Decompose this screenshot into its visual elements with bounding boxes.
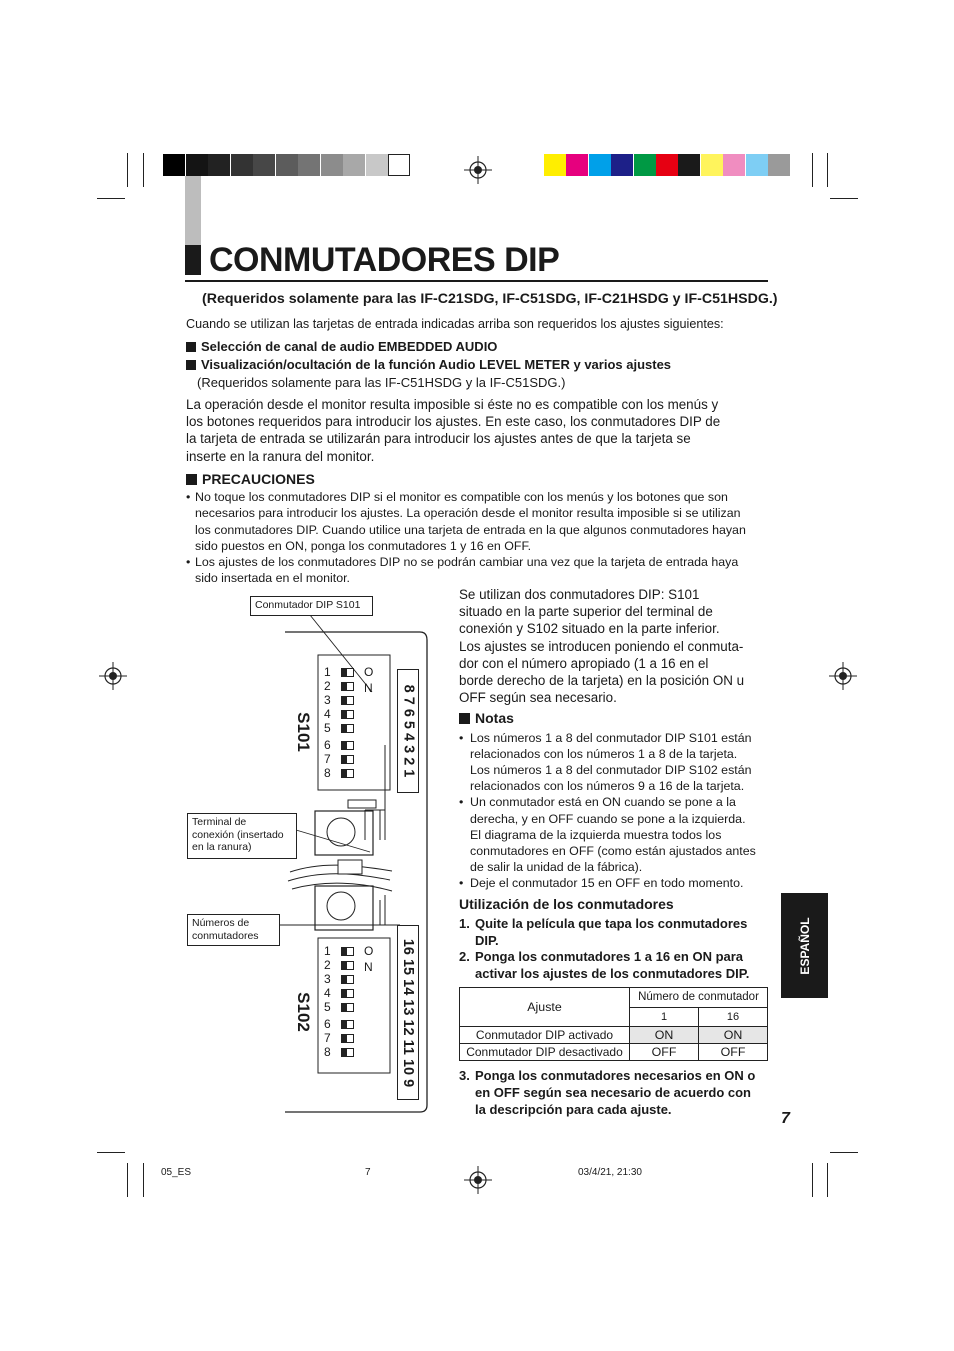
s101-numbers: 8 7 6 5 4 3 2 1 [400,684,416,778]
intro-line: dor con el número apropiado (1 a 16 en el [459,655,709,671]
dip-toggle [341,696,354,705]
dip-toggle [341,682,354,691]
page-number: 7 [781,1110,790,1127]
dip-number: 4 [324,986,331,1000]
note-bullet: • [459,795,464,810]
title-marker [185,245,201,275]
footer-left: 05_ES [161,1167,192,1178]
paragraph-line: inserte en la ranura del monitor. [186,449,375,464]
crop-mark [127,1163,128,1197]
dip-toggle [341,961,354,970]
callout-line: en la ranura) [192,841,252,853]
gray-swatch [298,154,320,176]
dip-toggle [341,975,354,984]
cell-value: OFF [699,1044,768,1061]
dip-toggle [341,1020,354,1029]
dip-number: 5 [324,1000,331,1014]
intro-line: situado en la parte superior del terminal de [459,604,713,620]
step-line: Quite la película que tapa los conmutadores [475,916,748,931]
step-line: Ponga los conmutadores 1 a 16 en ON para [475,949,744,964]
precaution-line: Los ajustes de los conmutadores DIP no se podrán cambiar una vez que la tarjeta de entrada haya [195,555,739,569]
dip-number: 4 [324,707,331,721]
intro-text: Cuando se utilizan las tarjetas de entrada indicadas arriba son requeridos los ajustes siguientes: [186,317,724,331]
dip-number: 1 [324,944,331,958]
dip-toggle [341,769,354,778]
step-number: 2. [459,949,470,964]
cell-value: ON [630,1027,699,1044]
paragraph-line: la tarjeta de entrada se utilizarán para introducir los ajustes antes de que la tarjeta se [186,431,691,446]
color-swatch [768,154,790,176]
title-rule [185,280,768,282]
color-swatch [656,154,678,176]
dip-toggle [341,1034,354,1043]
crop-mark [127,153,128,187]
language-tab [781,893,828,998]
callout-switch-numbers [187,914,280,946]
gray-swatch [388,154,410,176]
precaution-line: sido insertada en el monitor. [195,571,350,585]
note-line: relacionados con los números 1 a 8 de la tarjeta. [470,747,738,762]
requirement-item: Selección de canal de audio EMBEDDED AUDIO [186,338,497,355]
color-swatch [701,154,723,176]
note-line: Deje el conmutador 15 en OFF en todo momento. [470,875,744,890]
paragraph-line: La operación desde el monitor resulta imposible si éste no es compatible con los menús y [186,397,719,412]
color-swatch [544,154,566,176]
precaution-line: sido puestos en ON, ponga los conmutadores 1 y 16 en OFF. [195,539,532,553]
color-swatch [634,154,656,176]
crop-mark [812,153,813,187]
step-line: activar los ajustes de los conmutadores DIP. [475,966,750,981]
dip-toggle [341,741,354,750]
step-line: DIP. [475,933,499,948]
callout-line: conexión (insertado [192,828,284,841]
color-swatch [723,154,745,176]
gray-swatch [186,154,208,176]
registration-mark-icon [464,1166,492,1194]
s101-number-strip [397,669,419,793]
crop-mark [97,198,125,199]
col-numero: Número de conmutador [630,988,768,1008]
intro-line: borde derecho de la tarjeta) en la posición ON u [459,673,745,688]
crop-mark [827,153,828,187]
step-line: Ponga los conmutadores necesarios en ON o [475,1068,756,1083]
language-tab-label: ESPAÑOL [797,916,812,975]
dip-number: 7 [324,1031,331,1045]
intro-line: Se utilizan dos conmutadores DIP: S101 [459,587,700,602]
dip-toggle [341,947,354,956]
color-swatch [611,154,633,176]
crop-mark [830,1152,858,1153]
color-swatch [589,154,611,176]
note-line: relacionados con los números 9 a 16 de la tarjeta. [470,779,745,794]
dip-number: 6 [324,1017,331,1031]
paragraph-line: los botones requeridos para introducir los ajustes. En este caso, los conmutadores DIP de [186,414,721,429]
requirement-item: Visualización/ocultación de la función Audio LEVEL METER y varios ajustes [186,356,671,373]
on-label-o: O [364,665,374,679]
dip-toggle [341,724,354,733]
dip-number: 2 [324,958,331,972]
requirement-note: (Requeridos solamente para las IF-C51HSDG y la IF-C51SDG.) [197,375,566,390]
precaution-line: necesarios para introducir los ajustes. La operación desde el monitor resulta imposible si se utilizan [195,506,741,520]
dip-toggle [341,755,354,764]
note-line: El diagrama de la izquierda muestra todos los [470,827,722,842]
dip-number: 2 [324,679,331,693]
registration-mark-icon [99,662,127,690]
crop-mark [827,1163,828,1197]
col-ajuste: Ajuste [460,988,630,1027]
callout-s101: Conmutador DIP S101 [250,596,373,616]
color-swatch [678,154,700,176]
precaution-bullet: • [186,555,191,569]
dip-toggle [341,1048,354,1057]
registration-mark-icon [464,156,492,184]
subtitle: (Requeridos solamente para las IF-C21SDG, IF-C51SDG, IF-C21HSDG y IF-C51HSDG.) [202,291,778,307]
gray-swatch [163,154,185,176]
dip-number: 8 [324,766,331,780]
footer-right: 03/4/21, 21:30 [578,1167,642,1178]
note-line: Los números 1 a 8 del conmutador DIP S102 están [470,763,752,778]
callout-terminal [187,813,297,859]
intro-line: conexión y S102 situado en la parte inferior. [459,621,720,637]
label-s101: S101 [293,712,313,752]
crop-mark [830,198,858,199]
gray-swatch [366,154,388,176]
dip-toggle [341,668,354,677]
dip-number: 1 [324,665,331,679]
dip-number: 3 [324,972,331,986]
precaution-bullet: • [186,490,191,504]
footer-center: 7 [365,1167,371,1178]
note-line: Los números 1 a 8 del conmutador DIP S101 están [470,731,752,745]
crop-mark [143,1163,144,1197]
note-bullet: • [459,731,464,745]
step-line: en OFF según sea necesario de acuerdo con [475,1085,751,1100]
dip-toggle [341,710,354,719]
note-line: de salir la unidad de la fábrica). [470,859,643,874]
dip-toggle [341,1003,354,1012]
dip-number: 5 [324,721,331,735]
note-bullet: • [459,875,464,890]
step-line: la descripción para cada ajuste. [475,1102,672,1117]
on-label-o: O [364,944,374,958]
gray-swatch [276,154,298,176]
dip-number: 3 [324,693,331,707]
gray-swatch [321,154,343,176]
dip-number: 7 [324,752,331,766]
step-number: 1. [459,916,470,931]
precaution-line: los conmutadores DIP. Cuando utilice una tarjeta de entrada en la que algunos conmutadores hayan [195,523,746,537]
on-label-n: N [364,960,373,974]
gray-swatch [343,154,365,176]
crop-mark [143,153,144,187]
gray-swatch [208,154,230,176]
color-swatch [566,154,588,176]
callout-line: Terminal de [192,816,247,828]
step-number: 3. [459,1068,470,1083]
on-label-n: N [364,681,373,695]
label-s102: S102 [293,992,313,1032]
crop-mark [97,1152,125,1153]
dip-toggle [341,989,354,998]
note-line: derecha, y en OFF cuando se pone a la izquierda. [470,811,746,826]
note-line: Un conmutador está en ON cuando se pone a la [470,795,736,810]
usage-heading: Utilización de los conmutadores [459,896,674,912]
dip-number: 6 [324,738,331,752]
s102-numbers: 16 15 14 13 12 11 10 9 [400,938,416,1087]
cell-value: OFF [630,1044,699,1061]
crop-mark [812,1163,813,1197]
intro-line: OFF según sea necesario. [459,690,617,706]
callout-line: Números de [192,917,250,929]
gray-swatch [253,154,275,176]
col-16: 16 [699,1007,768,1027]
callout-line: conmutadores [192,929,259,942]
precaution-line: No toque los conmutadores DIP si el monitor es compatible con los menús y los botones que son [195,490,728,504]
notes-heading: Notas [459,710,514,727]
registration-mark-icon [829,662,857,690]
row-label: Conmutador DIP activado [460,1027,630,1044]
s102-number-strip [397,925,419,1100]
settings-table [459,987,768,1061]
precautions-heading: PRECAUCIONES [186,471,315,488]
dip-number: 8 [324,1045,331,1059]
row-label: Conmutador DIP desactivado [460,1044,630,1061]
intro-line: Los ajustes se introducen poniendo el conmuta- [459,638,744,654]
color-swatch [746,154,768,176]
gray-swatch [231,154,253,176]
page-title: CONMUTADORES DIP [209,241,560,279]
cell-value: ON [699,1027,768,1044]
col-1: 1 [630,1007,699,1027]
note-line: conmutadores en OFF (como están ajustados antes [470,843,756,858]
